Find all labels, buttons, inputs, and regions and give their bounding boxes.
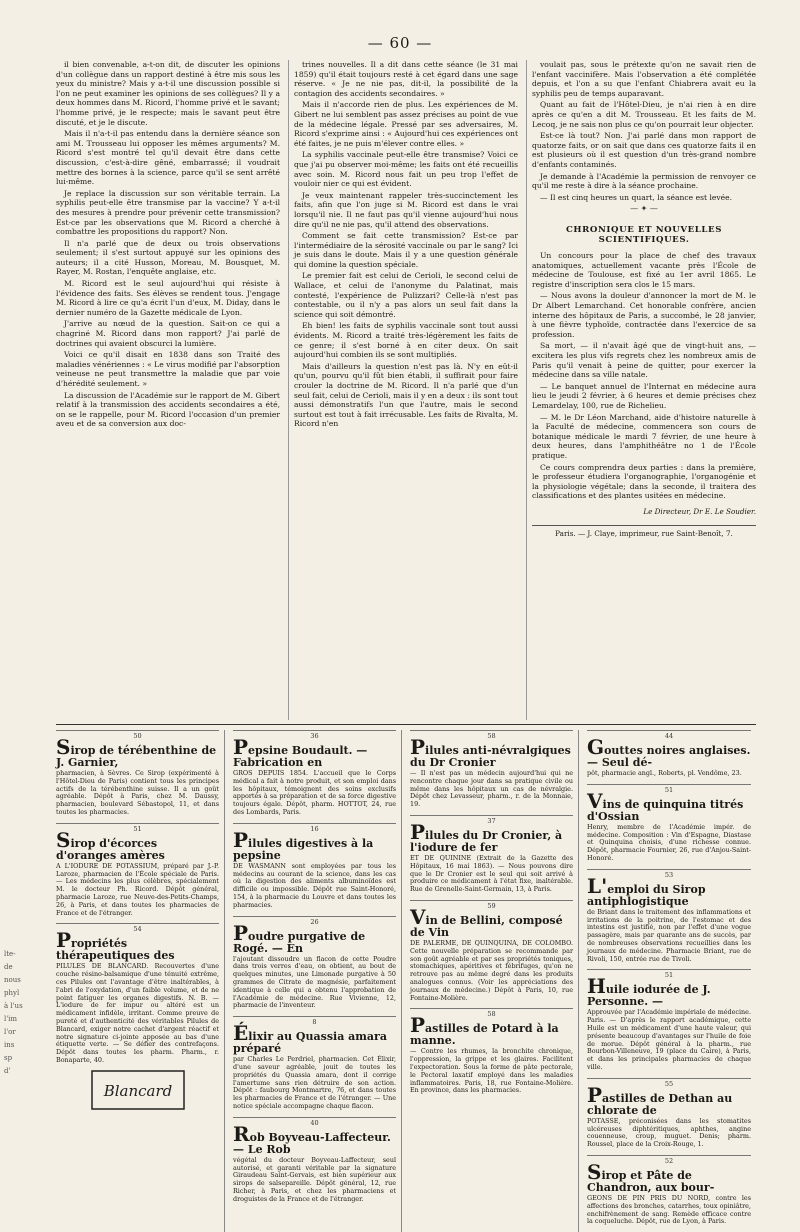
advertisement — [233, 916, 396, 1011]
advertisement — [410, 1008, 573, 1095]
advertisement — [233, 1117, 396, 1204]
blancard-seal-icon — [90, 1069, 186, 1111]
ad-body: pôt, pharmacie angl., Roberts, pl. Vendôme, 23. — [587, 769, 742, 777]
ad-number: 51 — [587, 784, 751, 794]
ad-number: 55 — [587, 1078, 751, 1088]
ad-number: 44 — [587, 730, 751, 740]
ad-body: PILULES DE BLANCARD. Recouvertes d'une couche résino-balsamique d'une ténuité extrême, ces Pilules ont l'avantage d'être inaltérables, à l'abri de l'oxydation, d'un faible volume, et de ne point fatiguer les organes digestifs. N. B. — L'iodure de fer impur ou altéré est un médicament infidèle, irritant. Comme preuve de pureté et d'authenticité des véritables Pilules de Blancard, exiger notre cachet d'argent réactif et notre signature ci-jointe apposée au bas d'une étiquette verte. — Se défier des contrefaçons. Dépôt dans toutes les pharm. Pharm., r. Bonaparte, 40. — [56, 962, 219, 1064]
paragraph: — Nous avons la douleur d'annoncer la mort de M. le Dr Albert Lemarchand. Cet honorable confrère, ancien interne des hôpitaux de Paris, a succombé, le 28 janvier, à une fièvre typhoïde, contractée dans l'exercice de sa profession. — [532, 291, 756, 339]
paragraph: — M. le Dr Léon Marchand, aide d'histoire naturelle à la Faculté de médecine, commencera son cours de botanique médicale le mardi 7 février, de une heure à deux heures, dans l'amphithéâtre no 1 de l'École pratique. — [532, 412, 756, 460]
ad-column — [410, 730, 579, 1232]
ad-number: 52 — [587, 1155, 751, 1165]
advertisement — [587, 1155, 751, 1226]
ad-body: A L'IODURE DE POTASSIUM, préparé par J.-P. Laroze, pharmacien de l'École spéciale de Paris. — Les médecins les plus célèbres, spécialement M. le docteur Ph. Ricord. Dépôt général, pharmacie Laroze, rue Neuve-des-Petits-Champs, 26, à Paris, et dans toutes les pharmacies de France et de l'étranger. — [56, 861, 219, 917]
ad-number: 58 — [410, 730, 573, 740]
ad-column — [56, 730, 225, 1232]
paragraph: Je veux maintenant rappeler très-succinctement les faits, afin que l'on juge si M. Ricord est dans le vrai lorsqu'il nie. Il ne faut pas qu'il vienne aujourd'hui nous dire qu'il ne nie pas, qu'il attend des observations. — [294, 190, 518, 229]
paragraph: Je demande à l'Académie la permission de renvoyer ce qu'il me reste à dire à la séance prochaine. — [532, 171, 756, 191]
ad-title: Pilules anti-névralgiques du Dr Cronier — [410, 735, 571, 769]
ad-title: Élixir au Quassia amara préparé — [233, 1021, 387, 1056]
paragraph: La syphilis vaccinale peut-elle être transmise? Voici ce que j'ai pu observer moi-même; les faits ont été recueillis avec soin. M. Ricord nous fait un peu trop l'effet de vouloir nier ce qui est évident. — [294, 150, 518, 189]
ad-body: de Briant dans le traitement des inflammations et irritations de la poitrine, de l'estomac et des intestins est justifié, non par l'effet d'une vogue passagère, mais par quarante ans de succès, par de nombreuses observations recueillies dans les journaux de médecine. Pharmacie Briant, rue de Rivoli, 150, entrée rue de Tivoli. — [587, 907, 751, 963]
ad-body: l'ajoutant dissoudre un flacon de cette Poudre dans trois verres d'eau, on obtient, au bout de quelques minutes, une Limonade purgative à 50 grammes de Citrate de magnésie, parfaitement identique à celle qui a obtenu l'approbation de l'Académie de médecine. Rue Vivienne, 12, pharmacie de l'inventeur. — [233, 954, 396, 1010]
ad-body: — Il n'est pas un médecin aujourd'hui qui ne rencontre chaque jour dans sa pratique civile ou même dans les hôpitaux un cas de névralgie. Dépôt chez Levasseur, pharm., r. de la Monnaie, 19. — [410, 769, 573, 809]
paragraph: Comment se fait cette transmission? Est-ce par l'intermédiaire de la sérosité vaccinale ou par le sang? Ici je suis dans le doute. Mais il y a une question générale qui domine la question spéciale. — [294, 231, 518, 269]
printer-imprint: Paris. — J. Claye, imprimeur, rue Saint-Benoît, 7. — [532, 525, 756, 539]
ad-title: Rob Boyveau-Laffecteur. — Le Rob — [233, 1121, 391, 1156]
paragraph: Je replace la discussion sur son véritable terrain. La syphilis peut-elle être transmise par la vaccine? Y a-t-il des mesures à prendre pour prévenir cette transmission? Est-ce par les observations que M. Ricord a cherché à combattre les propositions du rapport? Non. — [56, 188, 280, 237]
ad-number: 53 — [587, 869, 751, 879]
margin-fragment: sp — [4, 1054, 13, 1062]
ad-title: Poudre purgative de Rogé. — En — [233, 920, 366, 955]
ad-body: Approuvée par l'Académie impériale de médecine. Paris. — D'après le rapport académique, cette Huile est un médicament d'une haute valeur, qui présente beaucoup d'avantages sur l'huile de foie de morue. Dépôt général à la pharm., rue Bourbon-Villeneuve, 19 (place du Caire), à Paris, et dans les principales pharmacies de chaque ville. — [587, 1008, 751, 1071]
ad-title: Sirop d'écorces d'oranges amères — [56, 827, 165, 862]
margin-fragment: d' — [4, 1067, 11, 1075]
ad-number: 40 — [233, 1117, 396, 1127]
advertisements-section — [56, 730, 756, 1226]
paragraph: Mais il n'accorde rien de plus. Les expériences de M. Gibert ne lui semblent pas assez précises au point de vue de la médecine légale. Pressé par ses adversaires, M. Ricord s'exprime ainsi : « Aujourd'hui ces expériences ont été faites, je ne puis m'élever contre elles. » — [294, 100, 518, 148]
article-column-1 — [56, 60, 280, 720]
advertisement — [56, 823, 219, 918]
paragraph: Un concours pour la place de chef des travaux anatomiques, actuellement vacante près l'École de médecine de Toulouse, est fixé au 1er avril 1865. Le registre d'inscription sera clos le 15 mars. — [532, 251, 756, 289]
paragraph: — Le banquet annuel de l'Internat en médecine aura lieu le jeudi 2 février, à 6 heures et demie précises chez Lemardelay, 100, rue de Richelieu. — [532, 381, 756, 410]
ad-number: 58 — [410, 1008, 573, 1018]
advertisement — [233, 730, 396, 817]
chronicle-title: CHRONIQUE ET NOUVELLES SCIENTIFIQUES. — [565, 224, 723, 245]
paragraph: Est-ce là tout? Non. J'ai parlé dans mon rapport de quatorze faits, or on sait que dans ces quatorze faits il en est plusieurs où il est question d'un très-grand nombre d'enfants contaminés. — [532, 131, 756, 169]
column-divider — [526, 60, 527, 720]
paragraph: Mais d'ailleurs la question n'est pas là. N'y en eût-il qu'un, pourvu qu'il fût bien établi, il suffirait pour faire crouler la doctrine de M. Ricord. Il n'a parlé que d'un seul fait, celui de Cerioli, mais il y en a deux : ils sont tout aussi démonstratifs l'un que l'autre, mais le second surtout est tout à fait irrécusable. Les faits de Rivalta, M. Ricord n'en — [294, 361, 518, 429]
ad-body: ET DE QUININE (Extrait de la Gazette des Hôpitaux, 16 mai 1863). — Nous pouvons dire que le Dr Cronier est le seul qui soit arrivé à produire ce médicament à l'état fixe, inaltérable. Rue de Grenelle-Saint-Germain, 13, à Paris. — [410, 853, 573, 894]
chronicle-body — [532, 251, 756, 501]
ad-title: Huile iodurée de J. Personne. — — [587, 974, 711, 1009]
ad-body: GROS DEPUIS 1854. L'accueil que le Corps médical a fait à notre produit, et son emploi dans les hôpitaux, témoignent des soins exclusifs apportés à sa préparation et de sa force digestive toujours égale. Dépôt, pharm. HOTTOT, 24, rue des Lombards, Paris. — [233, 769, 396, 816]
ad-number: 51 — [587, 969, 751, 979]
margin-fragment: à l'us — [4, 1002, 23, 1010]
ad-body: DE PALERME, DE QUINQUINA, DE COLOMBO. Cette nouvelle préparation se recommande par son goût agréable et par ses propriétés toniques, stomachiques, apéritives et fébrifuges, qu'on ne retrouve pas au même degré dans les produits analogues connus. (Voir les appréciations des journaux de médecine.) Dépôt à Paris, 10, rue Fontaine-Molière. — [410, 938, 573, 1002]
ad-title: Pastilles de Dethan au chlorate de — [587, 1082, 733, 1117]
paragraph: Mais il n'a-t-il pas entendu dans la dernière séance son ami M. Trousseau lui opposer les mêmes arguments? M. Ricord s'est montré tel qu'il devait être dans cette discussion, c'est-à-dire gêné, embarrassé; il voudrait mettre des bornes à la science, parce qu'il se sent arrêté lui-même. — [56, 129, 280, 187]
ad-number: 8 — [233, 1016, 396, 1026]
paragraph: Eh bien! les faits de syphilis vaccinale sont tout aussi évidents. M. Ricord a traité très-légèrement les faits de ce genre; il s'est borné à en citer deux. On sait aujourd'hui combien ils se sont multipliés. — [294, 321, 518, 360]
advertisement — [587, 730, 751, 778]
paragraph: Sa mort, — il n'avait âgé que de vingt-huit ans, — excitera les plus vifs regrets chez les nombreux amis de Paris qu'il venait à peine de quitter, pour exercer la médecine dans sa ville natale. — [532, 341, 756, 380]
paragraph: M. Ricord est le seul aujourd'hui qui résiste à l'évidence des faits. Ses élèves se rendent tous. J'engage M. Ricord à lire ce qu'a écrit l'un d'eux, M. Diday, dans le dernier numéro de la Gazette médicale de Lyon. — [56, 279, 280, 317]
advertisement — [587, 784, 751, 863]
ad-title: Pilules digestives à la pepsine — [233, 827, 374, 862]
ad-number: 51 — [56, 823, 219, 833]
ad-title: Pastilles de Potard à la manne. — [410, 1013, 559, 1048]
advertisement — [587, 869, 751, 964]
ad-number: 36 — [233, 730, 396, 740]
ads-top-rule — [56, 724, 756, 725]
margin-fragment: lte- — [4, 950, 16, 958]
ad-body: Henry, membre de l'Académie impér. de médecine. Composition : Vin d'Espagne, Diastase et Quinquina choisis, d'une richesse connue. Dépôt, pharmacie Fournier, 26, rue d'Anjou-Saint-Honoré. — [587, 822, 751, 862]
advertisement — [410, 900, 573, 1002]
ad-column — [233, 730, 402, 1232]
ad-number: 26 — [233, 916, 396, 926]
advertisement — [56, 923, 219, 1110]
paragraph: La discussion de l'Académie sur le rapport de M. Gibert relatif à la transmission des accidents secondaires a été, on se le rappelle, pour M. Ricord l'occasion d'un premier aveu et de sa conversion aux doc- — [56, 390, 280, 429]
ad-title: Pilules du Dr Cronier, à l'iodure de fer — [410, 819, 563, 854]
ad-body: GEONS DE PIN PRIS DU NORD, contre les affections des bronches, catarrhes, toux opiniâtre, enchifrènement de sang. Remède efficace contre la coqueluche. Dépôt, rue de Lyon, à Paris. — [587, 1193, 751, 1226]
ad-title: Sirop de térébenthine de J. Garnier, — [56, 735, 217, 769]
ad-title: L'emploi du Sirop antiphlogistique — [587, 873, 706, 908]
paragraph: Voici ce qu'il disait en 1838 dans son Traité des maladies vénériennes : « Le virus modifié par l'absorption veineuse ne peut transmettre la maladie que par voie d'hérédité seulement. » — [56, 350, 280, 388]
ad-body: POTASSE, préconisées dans les stomatites ulcéreuses diphtéritiques, aphthes, angine couenneuse, croup, muguet. Denis; pharm. Roussel, place de la Croix-Rouge, 1. — [587, 1116, 751, 1149]
ad-number: 37 — [410, 815, 573, 825]
advertisement — [410, 730, 573, 809]
paragraph: trines nouvelles. Il a dit dans cette séance (le 31 mai 1859) qu'il était toujours resté à cet égard dans une sage réserve. « Je ne nie pas, dit-il, la possibilité de la contagion des accidents secondaires. » — [294, 60, 518, 98]
advertisement — [233, 823, 396, 910]
paragraph: il bien convenable, a-t-on dit, de discuter les opinions d'un collègue dans un rapport destiné à être mis sous les yeux du ministre? Mais y a-t-il une discussion possible si l'on ne peut examiner les opinions de ses collègues? Il y a deux hommes dans M. Ricord, l'homme privé et le savant; l'homme privé, je le respecte; mais le savant peut être discuté, et je le discute. — [56, 60, 280, 127]
paragraph: Quant au fait de l'Hôtel-Dieu, je n'ai rien à en dire après ce qu'en a dit M. Trousseau. Et les faits de M. Lecoq, je ne sais non plus ce qu'on pourrait leur objecter. — [532, 100, 756, 129]
paragraph: Le premier fait est celui de Cerioli, le second celui de Wallace, et celui de l'anonyme du Palatinat, mais contesté, l'expérience de Pulizzari? Celle-là n'est pas contestable, ou il n'y a pas alors un seul fait dans la science qui soit démontré. — [294, 271, 518, 319]
margin-fragment: l'im — [4, 1015, 18, 1023]
ad-title: Pepsine Boudault. — Fabrication en — [233, 735, 368, 769]
ad-body: végétal du docteur Boyveau-Laffecteur, seul autorisé, et garanti véritable par la signature Giraudeau Saint-Gervais, est bien supérieur aux sirops de salsepareille. Dépôt général, 12, rue Richer, à Paris, et chez les pharmaciens et droguistes de la France et de l'étranger. — [233, 1155, 396, 1203]
advertisement — [410, 815, 573, 894]
article-continuation — [532, 60, 756, 202]
margin-fragment: nous — [4, 976, 21, 984]
margin-fragment: ins — [4, 1041, 15, 1049]
ad-title: Vin de Bellini, composé de Vin — [410, 904, 563, 939]
advertisement — [56, 730, 219, 817]
advertisement — [587, 1078, 751, 1149]
paragraph: J'arrive au nœud de la question. Sait-on ce qui a chagriné M. Ricord dans mon rapport? J'ai parlé de doctrines qui avaient obscurci la lumière. — [56, 319, 280, 348]
article-column-2 — [294, 60, 518, 720]
ad-number: 50 — [56, 730, 219, 740]
ad-title: Sirop et Pâte de Chandron, aux bour- — [587, 1159, 715, 1194]
paragraph: — Il est cinq heures un quart, la séance est levée. — [540, 192, 733, 202]
paragraph: voulait pas, sous le prétexte qu'on ne savait rien de l'enfant vaccinifère. Mais l'observation a été complétée depuis, et l'on a su que l'enfant Chiabrera avait eu la syphilis peu de temps auparavant. — [532, 60, 756, 98]
ad-body: par Charles Le Perdriel, pharmacien. Cet Élixir, d'une saveur agréable, jouit de toutes les propriétés du Quassia amara, dont il corrige l'amertume sans rien détruire de son action. Dépôt : faubourg Montmartre, 76, et dans toutes les pharmacies de France et de l'étranger. — Une notice spéciale accompagne chaque flacon. — [233, 1055, 396, 1110]
column-divider — [288, 60, 289, 720]
svg-text:Blancard: Blancard — [103, 1081, 172, 1100]
ad-body: pharmacien, à Sèvres. Ce Sirop (expérimenté à l'Hôtel-Dieu de Paris) contient tous les principes actifs de la térébenthine suisse. Il a un goût agréable. Dépôt à Paris, chez M. Daussy, pharmacien, boulevard Sébastopol, 11, et dans toutes les pharmacies. — [56, 769, 219, 816]
ad-title: Gouttes noires anglaises. — Seul dé- — [587, 735, 751, 769]
ad-number: 59 — [410, 900, 573, 910]
ad-number: 16 — [233, 823, 396, 833]
page-number: — 60 — — [367, 34, 433, 52]
advertisement — [233, 1016, 396, 1111]
ad-column — [587, 730, 756, 1232]
article-column-3 — [532, 60, 756, 720]
ornament-divider: — ✦ — — [630, 204, 658, 214]
paragraph: Ce cours comprendra deux parties : dans la première, le professeur étudiera l'organographie, l'organogénie et la physiologie végétale; dans la seconde, il traitera des classifications et des plantes usitées en médecine. — [532, 462, 756, 501]
margin-fragment: phyl — [4, 989, 20, 997]
ad-body: DE WASMANN sont employées par tous les médecins au courant de la science, dans les cas où la digestion des aliments albuminoïdes est difficile ou impossible. Dépôt rue Saint-Honoré, 154, à la pharmacie du Louvre et dans toutes les pharmacies. — [233, 861, 396, 909]
ad-title: Propriétés thérapeutiques des — [56, 928, 175, 963]
advertisement — [587, 969, 751, 1071]
margin-fragment: de — [4, 963, 13, 971]
ad-title: Vins de quinquina titrés d'Ossian — [587, 788, 744, 823]
ad-body: — Contre les rhumes, la bronchite chronique, l'oppression, la grippe et les glaires. Facilitent l'expectoration. Sous la forme de pâte pectorale, le Pectoral laxatif employé dans les maladies inflammatoires. Paris, 18, rue Fontaine-Molière. En province, dans les pharmacies. — [410, 1047, 573, 1095]
margin-fragment: l'or — [4, 1028, 16, 1036]
ad-number: 54 — [56, 923, 219, 933]
paragraph: Il n'a parlé que de deux ou trois observations seulement; il s'est surtout appuyé sur les opinions des auteurs; il a cité Husson, Moreau, M. Bousquet, M. Rayer, M. Rostan, l'enquête anglaise, etc. — [56, 238, 280, 277]
director-signature: Le Directeur, Dr E. Le Soudier. — [643, 506, 756, 516]
